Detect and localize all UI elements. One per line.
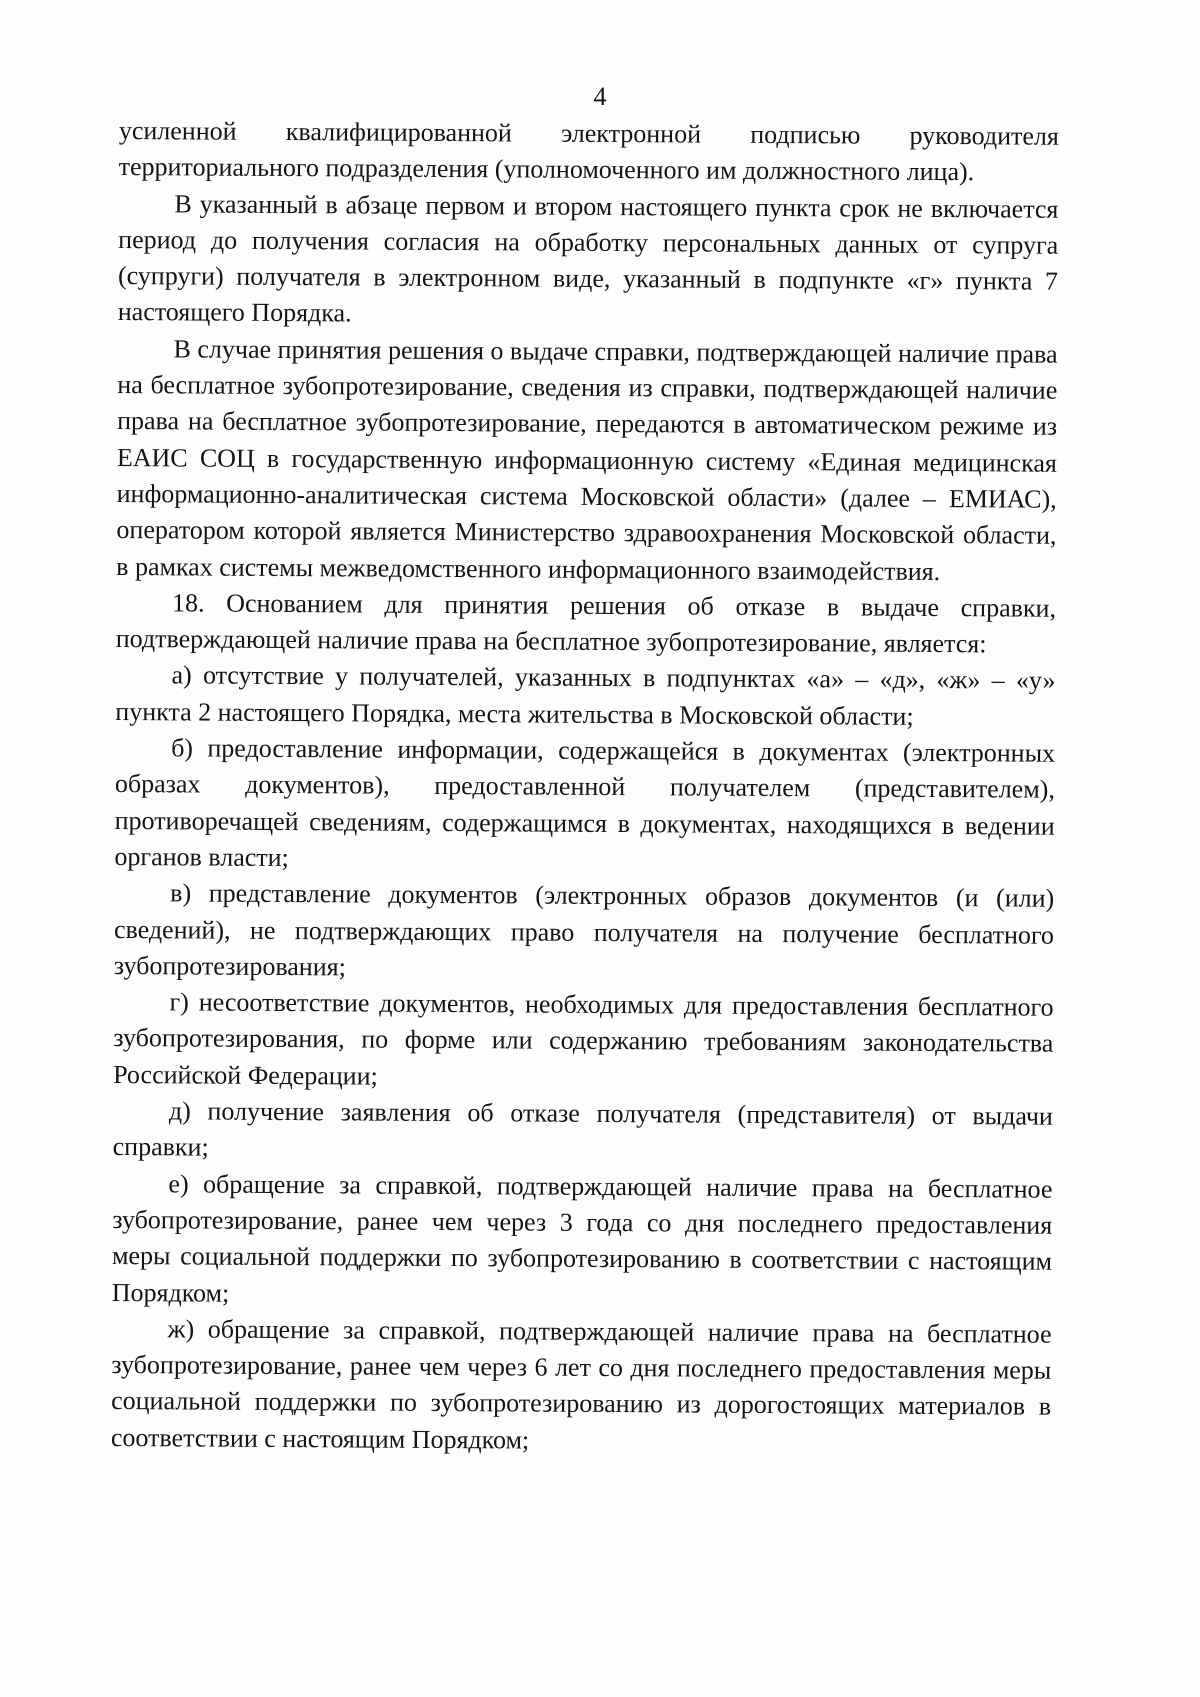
list-item-18-g: г) несоответствие документов, необходимых для предоставления бесплатного зубопротезирования, по форме или содержанию требованиям законодательства Российской Федерации;	[113, 987, 1054, 1091]
list-item-18-d: д) получение заявления об отказе получателя (представителя) от выдачи справки;	[112, 1096, 1053, 1162]
page-number: 4	[593, 82, 607, 111]
paragraph-emias-transfer: В случае принятия решения о выдаче справки, подтверждающей наличие права на бесплатное зубопротезирование, сведения из справки, подтверждающей наличие права на бесплатное зубопротезирование, передаются в автоматическом режиме из ЕАИС СОЦ в государственную информационную систему «Единая медицинская информационно-аналитическая система Московской области» (далее – ЕМИАС), оператором которой является Министерство здравоохранения Московской области, в рамках системы межведомственного информационного взаимодействия.	[116, 334, 1058, 586]
list-item-18-e: е) обращение за справкой, подтверждающей наличие права на бесплатное зубопротезирование, ранее чем через 3 года со дня последнего предоставления меры социальной поддержки по зубопротезированию в соответствии с настоящим Порядком;	[111, 1168, 1053, 1308]
list-item-18-b: б) предоставление информации, содержащейся в документах (электронных образах документов), предоставленной получателем (представителем), противоречащей сведениям, содержащимся в документах, находящихся в ведении органов власти;	[114, 733, 1056, 872]
list-item-18-a: а) отсутствие у получателей, указанных в подпунктах «а» – «д», «ж» – «у» пункта 2 настоящего Порядка, места жительства в Московской области;	[115, 660, 1056, 731]
list-item-18-v: в) представление документов (электронных образов документов (и (или) сведений), не подтверждающих право получателя на получение бесплатного зубопротезирования;	[113, 878, 1055, 982]
paragraph-item-18: 18. Основанием для принятия решения об отказе в выдаче справки, подтверждающей наличие права на бесплатное зубопротезирование, является:	[115, 588, 1057, 659]
paragraph-term-exclusion: В указанный в абзаце первом и втором настоящего пункта срок не включается период до получения согласия на обработку персональных данных от супруга (супруги) получателя в электронном виде, указанный в подпункте «г» пункта 7 настоящего Порядка.	[117, 188, 1059, 328]
list-item-18-zh: ж) обращение за справкой, подтверждающей наличие права на бесплатное зубопротезирование, ранее чем через 6 лет со дня последнего предоставления меры социальной поддержки по зубопротезированию из дорогостоящих материалов в соответствии с настоящим Порядком;	[110, 1314, 1052, 1455]
document-body	[111, 113, 1059, 1462]
paragraph-continuation: усиленной квалифицированной электронной подписью руководителя территориального подразделения (уполномоченного им должностного лица).	[118, 115, 1059, 187]
